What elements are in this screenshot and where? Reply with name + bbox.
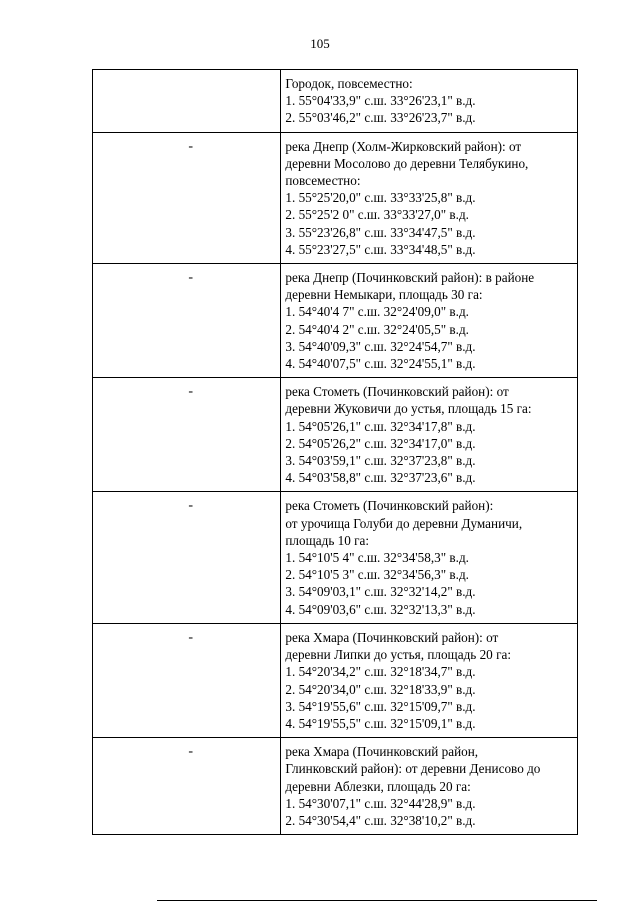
row-marker-cell [93, 623, 281, 737]
description-line: Глинковский район): от деревни Денисово до [285, 761, 541, 777]
row-marker: - [188, 744, 194, 760]
row-marker-cell [93, 492, 281, 623]
description-line: Городок, повсеместно: [285, 76, 413, 91]
description-line: площадь 10 га: [285, 532, 370, 548]
description-line: 1. 54°30'07,1" с.ш. 32°44'28,9" в.д. [285, 795, 476, 811]
description-line: река Днепр (Холм-Жирковский район): от [285, 138, 522, 154]
row-marker-cell [93, 132, 281, 263]
page-number: 105 [310, 36, 330, 51]
row-marker: - [188, 138, 194, 154]
row-marker-cell [93, 70, 281, 133]
description-line: 3. 54°09'03,1" с.ш. 32°32'14,2" в.д. [285, 584, 476, 600]
description-line: 2. 54°20'34,0" с.ш. 32°18'33,9" в.д. [285, 681, 476, 697]
description-line: деревни Мосолово до деревни Телябукино, [285, 155, 529, 171]
description-line: 4. 54°03'58,8" с.ш. 32°37'23,6" в.д. [285, 470, 476, 486]
location-description-cell [281, 738, 578, 835]
description-line: 4. 54°40'07,5" с.ш. 32°24'55,1" в.д. [285, 356, 476, 372]
description-line: река Стометь (Починковский район): от [285, 384, 509, 400]
description-line: 2. 54°10'5 3" с.ш. 32°34'56,3" в.д. [285, 567, 469, 583]
description-line: 4. 55°23'27,5" с.ш. 33°34'48,5" в.д. [285, 241, 476, 257]
location-description-cell [281, 132, 578, 263]
location-description-cell [281, 378, 578, 492]
description-line: 1. 55°25'20,0" с.ш. 33°33'25,8" в.д. [285, 190, 476, 206]
description-line: 3. 55°23'26,8" с.ш. 33°34'47,5" в.д. [285, 224, 476, 240]
table-row [93, 378, 578, 492]
description-line: 2. 55°25'2 0" с.ш. 33°33'27,0" в.д. [285, 207, 469, 223]
row-marker: - [188, 629, 194, 645]
location-description-cell [281, 264, 578, 378]
table-row [93, 70, 578, 133]
table-row [93, 264, 578, 378]
table-row [93, 738, 578, 835]
row-marker-cell [93, 738, 281, 835]
table-row [93, 132, 578, 263]
row-marker-cell [93, 378, 281, 492]
location-description-cell [281, 492, 578, 623]
table-row [93, 492, 578, 623]
description-line: река Хмара (Починковский район): от [285, 629, 499, 645]
description-line: 2. 54°40'4 2" с.ш. 32°24'05,5" в.д. [285, 321, 469, 337]
table-body [93, 70, 578, 835]
coordinates-table [92, 69, 578, 835]
description-line: река Стометь (Починковский район): [285, 498, 494, 514]
bottom-rule [157, 900, 597, 901]
description-line: 2. 54°05'26,2" с.ш. 32°34'17,0" в.д. [285, 435, 476, 451]
description-line: 1. 55°04'33,9" с.ш. 33°26'23,1" в.д. [285, 93, 476, 109]
description-line: 2. 55°03'46,2" с.ш. 33°26'23,7" в.д. [285, 110, 476, 126]
description-line: деревни Жуковичи до устья, площадь 15 га: [285, 401, 532, 417]
description-line: река Хмара (Починковский район, [285, 744, 479, 760]
description-line: деревни Аблезки, площадь 20 га: [285, 778, 471, 794]
description-line: деревни Липки до устья, площадь 20 га: [285, 647, 511, 663]
description-line: река Днепр (Починковский район): в районе [285, 270, 535, 286]
description-line: от урочища Голуби до деревни Думаничи, [285, 515, 523, 531]
description-line: 1. 54°10'5 4" с.ш. 32°34'58,3" в.д. [285, 550, 469, 566]
row-marker: - [188, 384, 194, 400]
description-line: 3. 54°19'55,6" с.ш. 32°15'09,7" в.д. [285, 698, 476, 714]
description-line: 2. 54°30'54,4" с.ш. 32°38'10,2" в.д. [285, 812, 476, 828]
description-line: 1. 54°20'34,2" с.ш. 32°18'34,7" в.д. [285, 664, 476, 680]
description-line: повсеместно: [285, 173, 361, 189]
table-row [93, 623, 578, 737]
row-marker: - [188, 270, 194, 286]
row-marker-cell [93, 264, 281, 378]
description-line: 1. 54°05'26,1" с.ш. 32°34'17,8" в.д. [285, 418, 476, 434]
description-line: 3. 54°03'59,1" с.ш. 32°37'23,8" в.д. [285, 453, 476, 469]
description-line: 4. 54°09'03,6" с.ш. 32°32'13,3" в.д. [285, 601, 476, 617]
description-line: деревни Немыкари, площадь 30 га: [285, 287, 483, 303]
location-description-cell [281, 70, 578, 133]
location-description-cell [281, 623, 578, 737]
description-line: 3. 54°40'09,3" с.ш. 32°24'54,7" в.д. [285, 338, 476, 354]
description-line: 4. 54°19'55,5" с.ш. 32°15'09,1" в.д. [285, 715, 476, 731]
description-line: 1. 54°40'4 7" с.ш. 32°24'09,0" в.д. [285, 304, 469, 320]
row-marker: - [188, 498, 194, 514]
